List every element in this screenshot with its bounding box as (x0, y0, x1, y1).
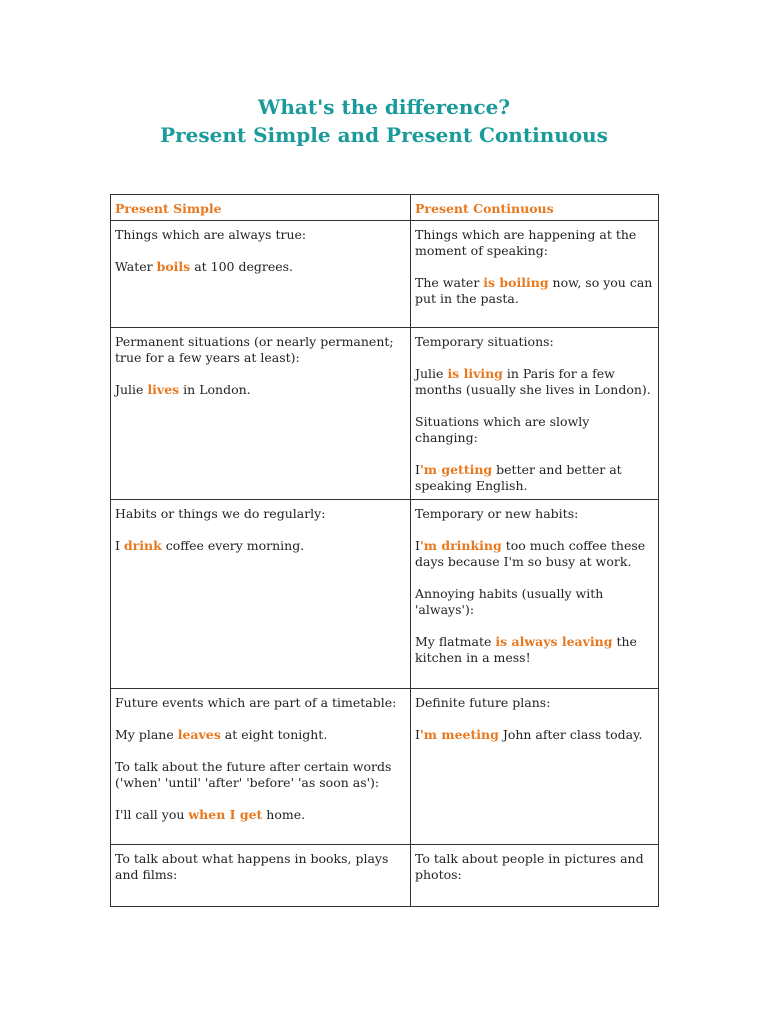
highlighted-verb: is living (447, 366, 503, 381)
cell-paragraph (415, 366, 654, 398)
table-row (111, 845, 659, 907)
cell-paragraph (115, 259, 406, 275)
title-line-2: Present Simple and Present Continuous (160, 123, 608, 147)
cell-text: John after class today. (498, 727, 643, 742)
cell-paragraph (115, 538, 406, 554)
cell-text: now, so you can put in the pasta. (415, 275, 653, 306)
cell-text: To talk about what happens in books, plays and films: (115, 851, 389, 882)
cell-text: The water (415, 275, 484, 290)
cell-paragraph (415, 538, 654, 570)
cell-text: Definite future plans: (415, 695, 551, 710)
cell-text: To talk about people in pictures and photos: (415, 851, 644, 882)
cell-present-continuous (411, 689, 659, 845)
cell-paragraph (415, 506, 654, 522)
cell-paragraph (115, 506, 406, 522)
cell-paragraph (415, 227, 654, 259)
highlighted-verb: 'm meeting (419, 727, 499, 742)
cell-text: My plane (115, 727, 178, 742)
cell-text: Annoying habits (usually with 'always'): (415, 586, 604, 617)
table-header-row (111, 195, 659, 221)
cell-text: the kitchen in a mess! (415, 634, 637, 665)
cell-text: I (415, 727, 420, 742)
highlighted-verb: 'm drinking (419, 538, 502, 553)
cell-text: Future events which are part of a timetable: (115, 695, 397, 710)
cell-text: at 100 degrees. (190, 259, 294, 274)
cell-text: Julie (115, 382, 148, 397)
table-row (111, 328, 659, 500)
highlighted-verb: lives (147, 382, 180, 397)
cell-paragraph (115, 807, 406, 823)
cell-text: Temporary situations: (415, 334, 554, 349)
cell-present-simple (111, 221, 411, 328)
cell-present-continuous (411, 328, 659, 500)
cell-paragraph (115, 334, 406, 366)
table-row (111, 689, 659, 845)
cell-paragraph (115, 727, 406, 743)
cell-present-simple (111, 689, 411, 845)
header-present-continuous: Present Continuous (411, 195, 659, 221)
cell-paragraph (115, 382, 406, 398)
cell-text: To talk about the future after certain words ('when' 'until' 'after' 'before' 'as soon as'): (115, 759, 392, 790)
cell-present-continuous (411, 500, 659, 689)
highlighted-verb: is boiling (483, 275, 549, 290)
cell-paragraph (415, 851, 654, 883)
cell-text: My flatmate (415, 634, 496, 649)
page-title (0, 93, 768, 149)
cell-text: in Paris for a few months (usually she lives in London). (415, 366, 651, 397)
table-row (111, 221, 659, 328)
cell-paragraph (115, 851, 406, 883)
cell-present-simple (111, 845, 411, 907)
cell-text: too much coffee these days because I'm so busy at work. (415, 538, 646, 569)
cell-paragraph (415, 695, 654, 711)
cell-text: I (115, 538, 124, 553)
cell-paragraph (415, 414, 654, 446)
cell-text: coffee every morning. (161, 538, 305, 553)
cell-paragraph (415, 462, 654, 494)
cell-text: Habits or things we do regularly: (115, 506, 326, 521)
cell-text: I (415, 538, 420, 553)
cell-text: I'll call you (115, 807, 189, 822)
cell-paragraph (115, 695, 406, 711)
cell-text: in London. (179, 382, 251, 397)
highlighted-verb: when I get (188, 807, 263, 822)
comparison-table (110, 194, 659, 907)
cell-paragraph (415, 334, 654, 350)
cell-text: better and better at speaking English. (415, 462, 622, 493)
highlighted-verb: leaves (177, 727, 221, 742)
highlighted-verb: 'm getting (419, 462, 493, 477)
cell-text: at eight tonight. (220, 727, 328, 742)
highlighted-verb: drink (123, 538, 162, 553)
cell-text: Situations which are slowly changing: (415, 414, 590, 445)
cell-text: Water (115, 259, 157, 274)
cell-text: Permanent situations (or nearly permanent; true for a few years at least): (115, 334, 394, 365)
title-line-1: What's the difference? (257, 95, 511, 119)
cell-present-continuous (411, 221, 659, 328)
cell-text: Temporary or new habits: (415, 506, 579, 521)
highlighted-verb: boils (156, 259, 191, 274)
cell-paragraph (415, 634, 654, 666)
header-present-simple: Present Simple (111, 195, 411, 221)
highlighted-verb: is always leaving (495, 634, 613, 649)
cell-present-continuous (411, 845, 659, 907)
cell-paragraph (415, 586, 654, 618)
cell-present-simple (111, 500, 411, 689)
cell-text: Things which are always true: (115, 227, 307, 242)
cell-text: Things which are happening at the moment of speaking: (415, 227, 637, 258)
cell-paragraph (415, 275, 654, 307)
cell-present-simple (111, 328, 411, 500)
cell-text: Julie (415, 366, 448, 381)
cell-paragraph (115, 759, 406, 791)
cell-paragraph (115, 227, 406, 243)
cell-text: home. (262, 807, 306, 822)
cell-text: I (415, 462, 420, 477)
table-row (111, 500, 659, 689)
cell-paragraph (415, 727, 654, 743)
